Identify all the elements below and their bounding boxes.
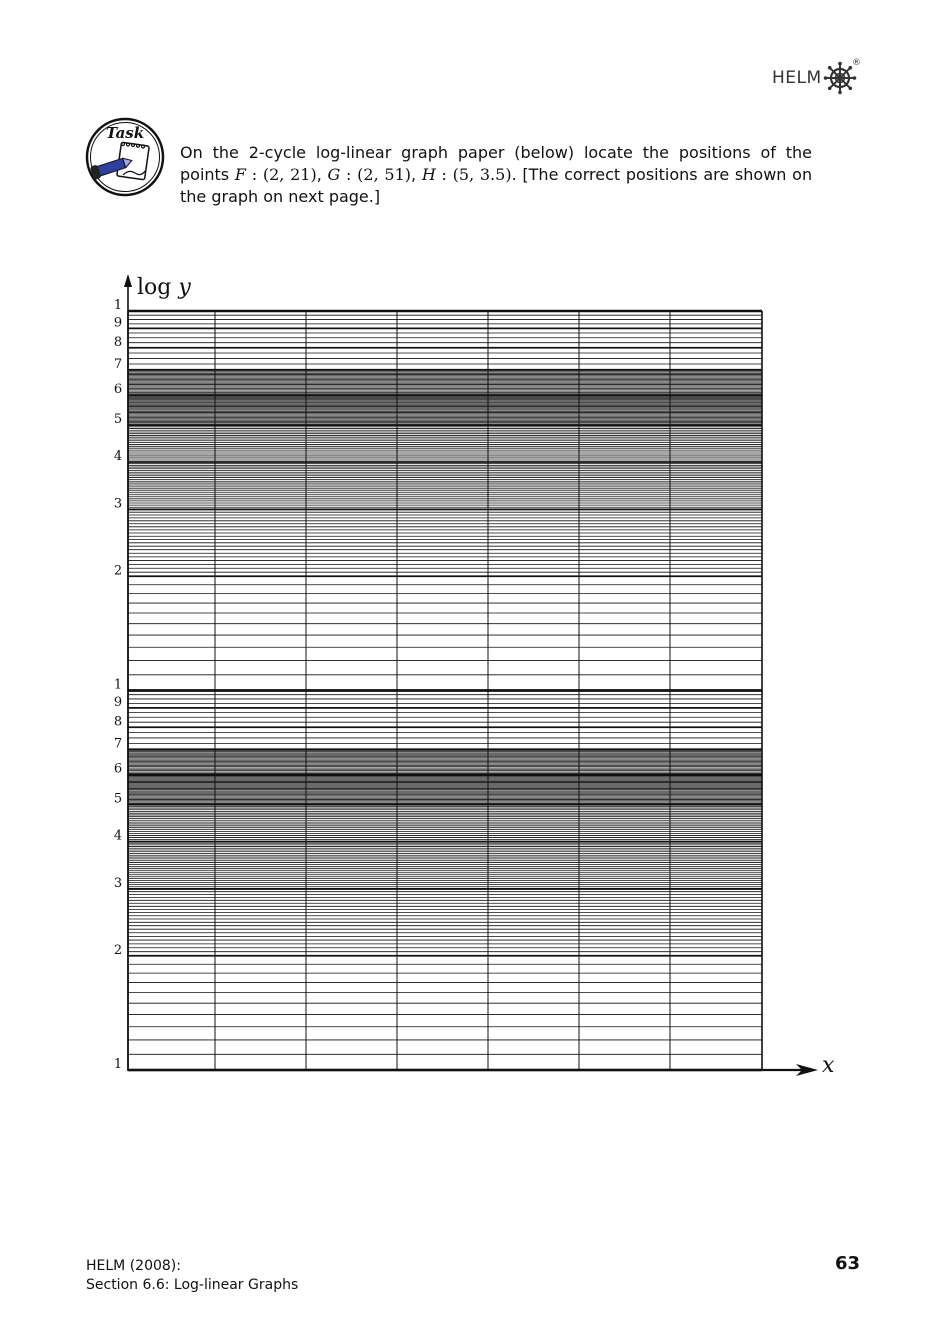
- point-h-name: H: [421, 165, 436, 184]
- footer-line-1: HELM (2008):: [86, 1258, 181, 1274]
- grid-major-lines: [128, 311, 762, 1070]
- y-tick-label: 1: [113, 677, 123, 693]
- y-tick-label: 2: [113, 563, 123, 579]
- task-outro: [The correct positions are shown on the graph on next page.]: [180, 165, 813, 206]
- y-tick-label: 7: [113, 356, 123, 372]
- y-tick-label: 2: [113, 942, 123, 958]
- helm-logo-text: HELM: [772, 68, 822, 88]
- y-tick-label: 5: [113, 791, 123, 807]
- y-tick-label: 1: [113, 1057, 123, 1072]
- y-tick-label: 4: [113, 449, 123, 465]
- y-tick-label: 6: [113, 382, 123, 398]
- task-icon-label: Task: [105, 124, 145, 142]
- point-f-coords: (2, 21): [262, 165, 317, 184]
- tick-labels: [114, 298, 122, 1072]
- task-instructions: On the 2-cycle log-linear graph paper (below) locate the positions of the points F : (2, 21), G : (2, 51), H : (5, 3.5). [The correct positions are shown on the graph on next page.]: [180, 143, 813, 206]
- page-number: 63: [834, 1253, 860, 1274]
- registered-mark: ®: [852, 58, 861, 68]
- y-tick-label: 4: [113, 828, 123, 844]
- footer-line-2: Section 6.6: Log-linear Graphs: [86, 1277, 299, 1293]
- point-h-coords: (5, 3.5): [452, 165, 512, 184]
- y-tick-label: 3: [113, 875, 123, 891]
- y-tick-label: 8: [113, 334, 123, 350]
- y-axis-label-var: y: [178, 275, 191, 300]
- y-tick-label: 5: [113, 412, 123, 428]
- y-axis-label-log: log: [137, 275, 172, 300]
- y-tick-label: 9: [113, 315, 123, 331]
- point-g-name: G: [327, 165, 341, 184]
- y-tick-label: 9: [113, 694, 123, 710]
- y-axis-arrowhead: [124, 274, 132, 287]
- y-tick-label: 3: [113, 496, 123, 512]
- footer-citation: [86, 1257, 298, 1295]
- y-axis-label: [137, 275, 191, 300]
- y-tick-label: 7: [113, 736, 123, 752]
- point-g-coords: (2, 51): [357, 165, 411, 184]
- y-tick-label: 8: [113, 714, 123, 730]
- task-intro: On the 2-cycle log-linear graph paper (below) locate the positions of the points: [180, 143, 812, 184]
- y-tick-label: 1: [113, 298, 123, 313]
- y-tick-label: 6: [113, 761, 123, 777]
- point-f-name: F: [234, 165, 246, 184]
- x-axis-label: x: [822, 1053, 835, 1078]
